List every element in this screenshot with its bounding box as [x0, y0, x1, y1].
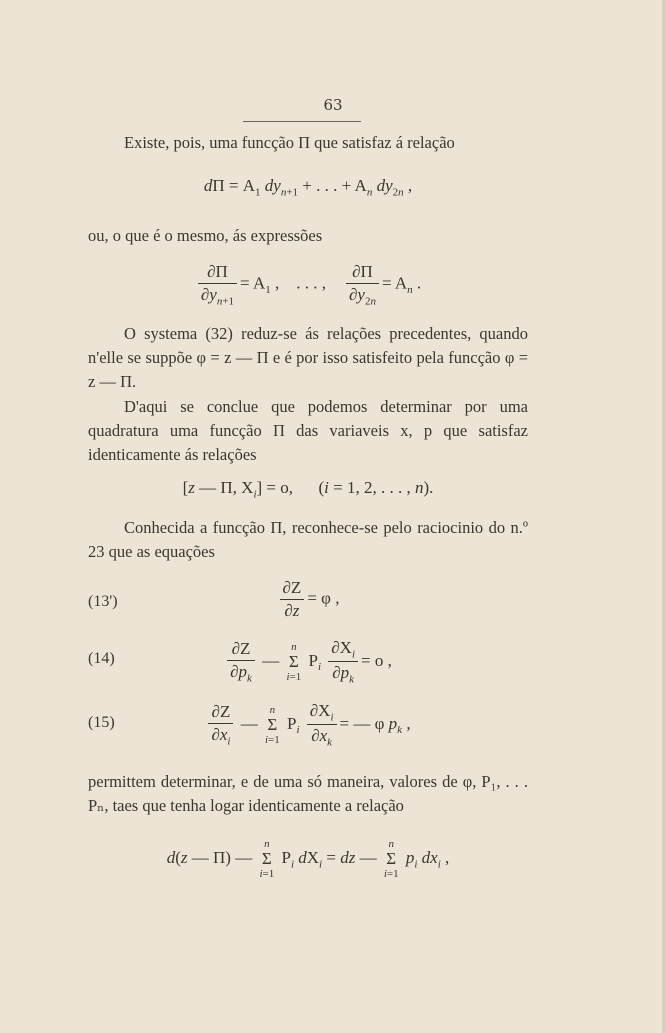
paragraph-4: D'aqui se conclue que podemos determinar por uma quadratura uma funcção Π das variaveis x, p que satisfaz identicamente ás relações: [88, 397, 528, 464]
equation-partials: $\frac{\partial\Pi}{\partial y_{n+1}}$ = $A_1$ , . . . , $\frac{\partial\Pi}{\partial y_{2n}}$ = $A_n$ .: [88, 262, 528, 307]
label-13-prime: (13'): [88, 593, 118, 610]
paragraph-2: ou, o que é o mesmo, ás expressões: [88, 226, 323, 245]
header-rule: [243, 121, 361, 122]
paragraph-3: O systema (32) reduz-se ás relações precedentes, quando n'elle se suppõe φ = z — Π e é por isso satisfeito pela funcção φ = z — Π.: [88, 324, 528, 391]
equation-brackets: [z — Π, $X_i] = o$, (i = 1, 2, . . . , n).: [182, 478, 434, 501]
label-14: (14): [88, 650, 115, 667]
paragraph-6: permittem determinar, e de uma só maneira, valores de φ, P₁, . . . Pₙ, taes que tenha logar identicamente a relação: [88, 772, 528, 815]
equation-final: d(z — Π) — n Σ i=1 $P_i$ $dX_i$ = dz — n Σ i=1 $p_i$ $dx_i$ ,: [166, 838, 450, 880]
page-edge: [662, 0, 666, 1033]
equation-13-prime: $\frac{\partial Z}{\partial z}$ = φ ,: [88, 578, 528, 621]
paragraph-5: Conhecida a funcção Π, reconhece-se pelo raciocinio do n.º 23 que as equações: [88, 518, 528, 561]
label-15: (15): [88, 714, 115, 731]
equation-15: $\frac{\partial Z}{\partial x_i}$ — n Σ i=1 $P_i$ $\frac{\partial X_i}{\partial x_k}$ = — φ $p_k$ ,: [88, 701, 528, 749]
equation-dPi: $d\Pi = A_1$ $dy_{n+1}$ + . . . + $A_n$ $dy_{2n}$ ,: [203, 176, 413, 199]
paragraph-1: Existe, pois, uma funcção Π que satisfaz á relação: [124, 133, 455, 152]
equation-14: $\frac{\partial Z}{\partial p_k}$ — n Σ i=1 $P_i$ $\frac{\partial X_i}{\partial p_k}$ = o ,: [88, 638, 528, 686]
page-number: 63: [323, 96, 343, 114]
